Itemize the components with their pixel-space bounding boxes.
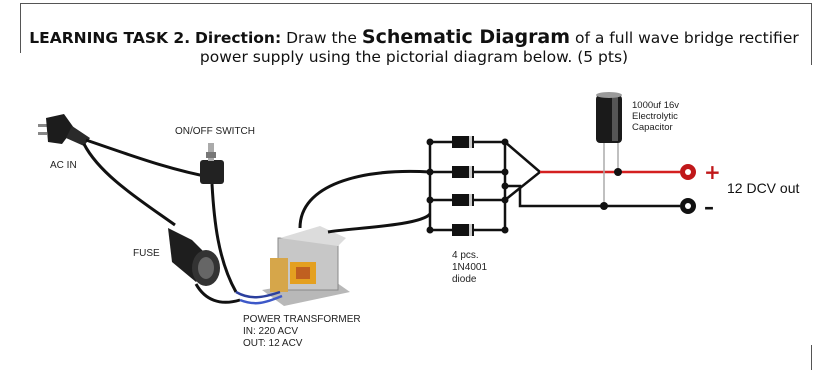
ac-in-label: AC IN (50, 160, 77, 171)
on-off-switch (200, 143, 224, 184)
switch-label: ON/OFF SWITCH (175, 126, 255, 137)
direction-label: Direction: (195, 29, 282, 47)
diode-4 (452, 224, 474, 236)
fuse-label: FUSE (133, 248, 160, 259)
output-label: 12 DCV out (727, 180, 800, 196)
plus-sign: + (704, 160, 721, 184)
electrolytic-capacitor (596, 92, 622, 206)
positive-terminal (680, 164, 696, 180)
diode-qty-label: 4 pcs. (452, 250, 479, 261)
negative-terminal (680, 198, 696, 214)
negative-rail (505, 186, 680, 206)
bridge-rectifier (427, 136, 541, 236)
cap-value-label: 1000uf 16v (632, 100, 680, 111)
schematic-emphasis: Schematic Diagram (361, 26, 571, 48)
transformer-out-label: OUT: 12 ACV (243, 338, 303, 349)
ac-plug (38, 114, 90, 146)
instruction-line-2: power supply using the pictorial diagram below. (5 pts) (199, 48, 629, 66)
diode-part-label: 1N4001 (452, 262, 488, 273)
transformer-title-label: POWER TRANSFORMER (243, 314, 361, 325)
text-before: Draw the (286, 29, 357, 47)
diode-1 (452, 136, 474, 148)
text-after: of a full wave bridge rectifier (575, 29, 799, 47)
minus-sign: – (704, 195, 714, 219)
cap-type-label: Electrolytic (632, 111, 678, 122)
diode-3 (452, 194, 474, 206)
cap-name-label: Capacitor (632, 122, 673, 133)
transformer-in-label: IN: 220 ACV (243, 326, 299, 337)
diode-type-label: diode (452, 274, 477, 285)
diode-2 (452, 166, 474, 178)
task-heading: LEARNING TASK 2. (29, 29, 191, 47)
fuse-holder (168, 228, 220, 286)
